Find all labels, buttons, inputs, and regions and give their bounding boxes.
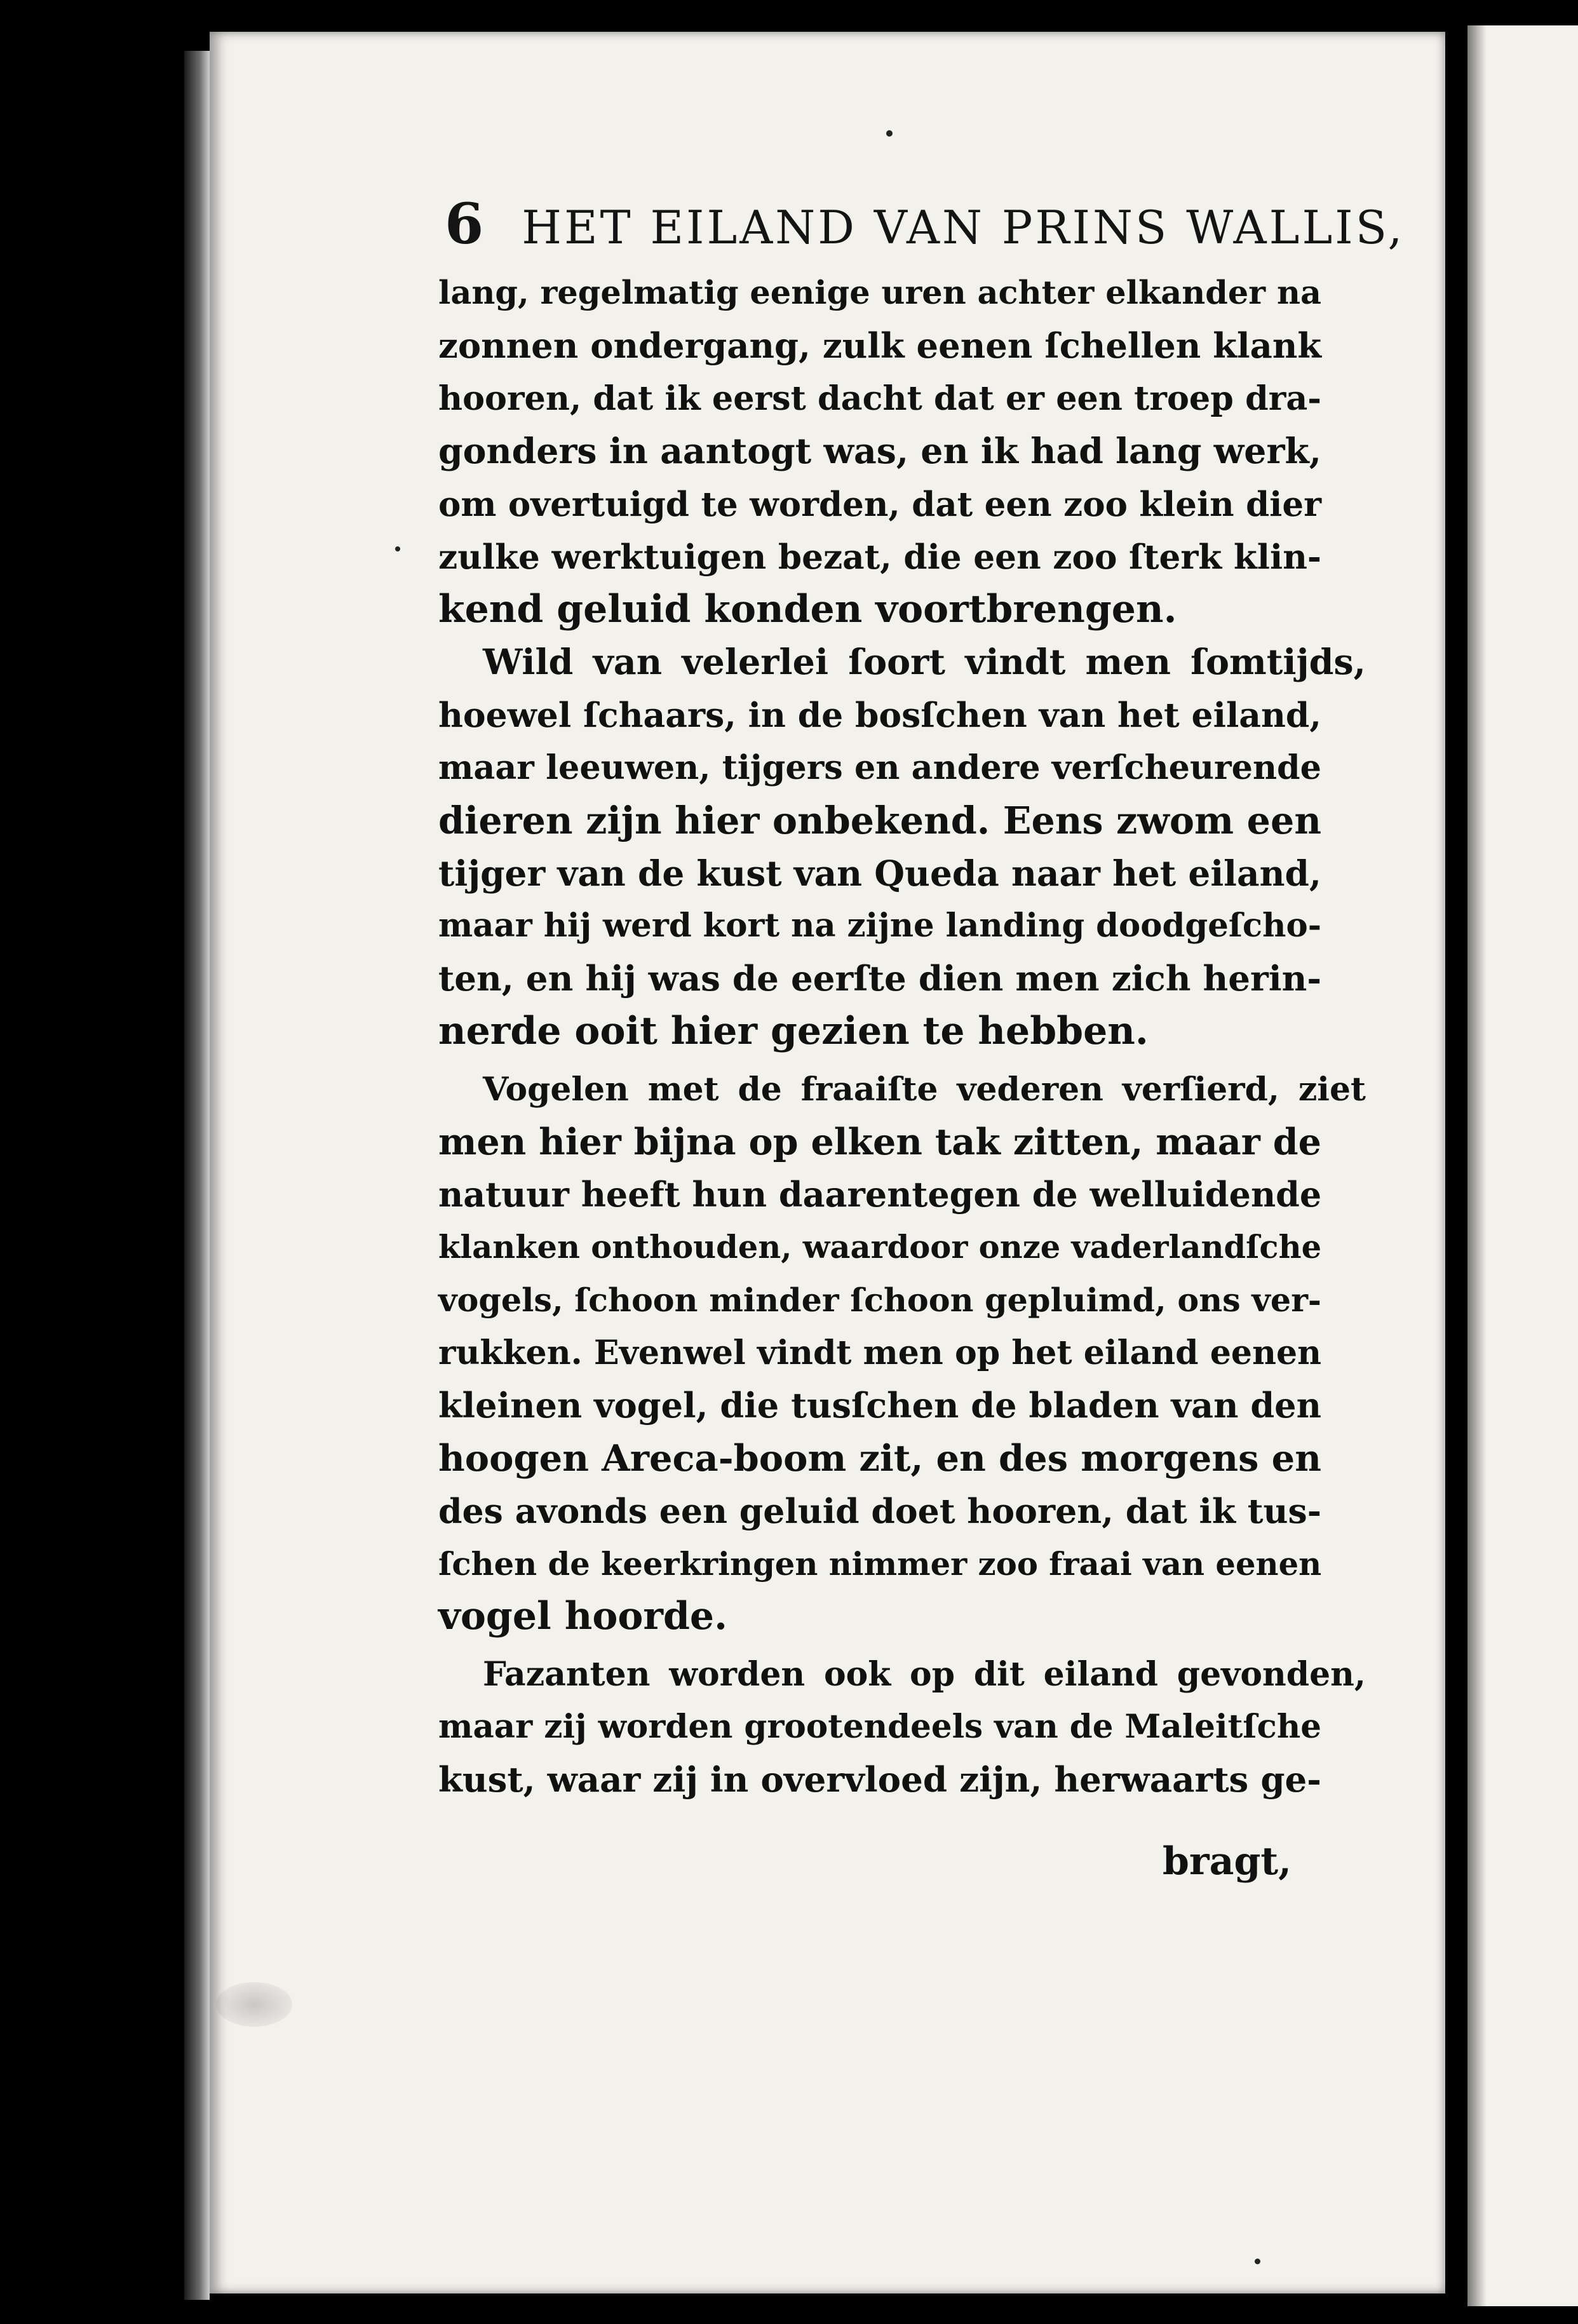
text-line: hooren, dat ik eerst dacht dat er een troep dra- [438, 379, 1321, 418]
text-line: lang, regelmatig eenige uren achter elkander na [438, 274, 1321, 312]
text-line: maar zij worden grootendeels van de Maleitſche [438, 1708, 1321, 1746]
running-head-title: HET EILAND VAN PRINS WALLIS, [522, 201, 1405, 254]
page-binding-edge [184, 51, 210, 2300]
text-line: des avonds een geluid doet hooren, dat ik tus- [438, 1491, 1321, 1531]
text-line: hoogen Areca-boom zit, en des morgens en [438, 1436, 1321, 1480]
ink-speck [1255, 2259, 1260, 2264]
text-line: Wild van velerlei ſoort vindt men ſomtijds, [483, 642, 1366, 683]
text-line: Vogelen met de fraaiſte vederen verſierd, ziet [483, 1070, 1366, 1109]
running-head [445, 191, 1405, 260]
text-line: vogel hoorde. [438, 1594, 727, 1638]
adjacent-page-shadow [1467, 25, 1487, 2306]
text-line: zulke werktuigen bezat, die een zoo ſterk klin- [438, 537, 1321, 577]
page-smudge [216, 1982, 292, 2027]
catchword: bragt, [1163, 1839, 1291, 1884]
text-line: Fazanten worden ook op dit eiland gevonden, [483, 1655, 1366, 1694]
text-line: nerde ooit hier gezien te hebben. [438, 1009, 1149, 1053]
text-line: gonders in aantogt was, en ik had lang werk, [438, 431, 1322, 472]
text-line: tijger van de kust van Queda naar het eiland, [438, 853, 1321, 894]
text-line: klanken onthouden, waardoor onze vaderlandſche [438, 1229, 1322, 1266]
text-line: kleinen vogel, die tusſchen de bladen van den [438, 1385, 1321, 1426]
adjacent-page-strip [1461, 25, 1578, 2306]
text-line: om overtuigd te worden, dat een zoo klein dier [438, 484, 1321, 524]
text-line: men hier bijna op elken tak zitten, maar de [438, 1121, 1321, 1163]
text-line: vogels, ſchoon minder ſchoon gepluimd, ons ver- [438, 1281, 1321, 1319]
text-line: dieren zijn hier onbekend. Eens zwom een [438, 799, 1321, 842]
text-line: zonnen ondergang, zulk eenen ſchellen klank [438, 325, 1321, 366]
text-line: maar hij werd kort na zijne landing doodgeſcho- [438, 907, 1321, 945]
ink-speck [886, 130, 893, 137]
ink-speck [395, 546, 400, 551]
text-line: hoewel ſchaars, in de bosſchen van het eiland, [438, 695, 1321, 735]
text-line: kust, waar zij in overvloed zijn, herwaarts ge- [438, 1759, 1321, 1800]
text-line: maar leeuwen, tijgers en andere verſcheurende [438, 748, 1321, 787]
text-line: rukken. Evenwel vindt men op het eiland eenen [438, 1334, 1321, 1372]
text-line: ten, en hij was de eerſte dien men zich herin- [438, 958, 1321, 999]
text-line: natuur heeft hun daarentegen de welluidende [438, 1174, 1322, 1215]
text-line: ſchen de keerkringen nimmer zoo fraai van eenen [438, 1545, 1322, 1583]
text-line: kend geluid konden voortbrengen. [438, 587, 1177, 632]
page-number: 6 [445, 191, 484, 257]
body-text [438, 267, 1366, 1806]
